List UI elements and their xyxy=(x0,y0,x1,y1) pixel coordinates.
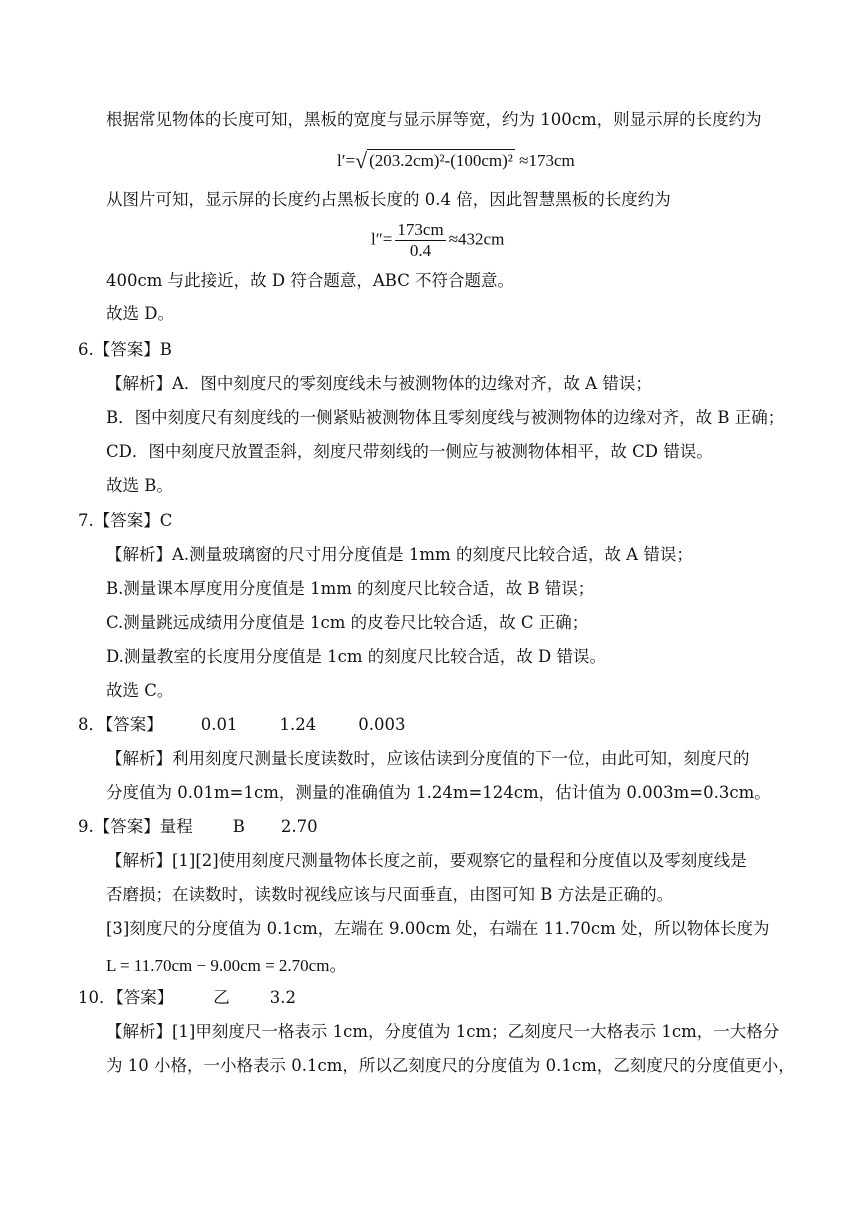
text-line: 根据常见物体的长度可知，黑板的宽度与显示屏等宽，约为 100cm，则显示屏的长度约为 xyxy=(106,110,762,129)
analysis-line: 【解析】A.测量玻璃窗的尺寸用分度值是 1mm 的刻度尺比较合适，故 A 错误； xyxy=(106,545,693,564)
answer-heading-10 xyxy=(78,987,296,1009)
formula-rhs: ≈432cm xyxy=(448,229,505,249)
answer-value: 0.01 xyxy=(200,715,238,734)
analysis-line: D.测量教室的长度用分度值是 1cm 的刻度尺比较合适，故 D 错误。 xyxy=(106,647,606,666)
question-number: 10． xyxy=(78,988,116,1007)
text-line: 400cm 与此接近，故 D 符合题意，ABC 不符合题意。 xyxy=(106,271,515,290)
fraction xyxy=(395,220,445,261)
answer-heading-7: 7.【答案】C xyxy=(78,511,173,530)
analysis-line: [3]刻度尺的分度值为 0.1cm，左端在 9.00cm 处，右端在 11.70cm 处，所以物体长度为 xyxy=(106,919,770,938)
analysis-line: 【解析】利用刻度尺测量长度读数时，应该估读到分度值的下一位，由此可知，刻度尺的 xyxy=(106,749,750,768)
answer-tag: 【答案】 xyxy=(105,715,163,734)
analysis-line: B.测量课本厚度用分度值是 1mm 的刻度尺比较合适，故 B 错误； xyxy=(106,579,595,598)
analysis-line: 否磨损；在读数时，读数时视线应该与尺面垂直，由图可知 B 方法是正确的。 xyxy=(106,885,674,904)
formula-radicand: (203.2cm)²-(100cm)² xyxy=(369,151,513,170)
answer-heading-6: 6.【答案】B xyxy=(78,340,172,359)
answer-heading-text: 9.【答案】量程 xyxy=(78,817,193,836)
formula-board-length xyxy=(371,220,504,261)
question-number: 8． xyxy=(78,715,105,734)
analysis-line: 【解析】[1][2]使用刻度尺测量物体长度之前，要观察它的量程和分度值以及零刻度线是 xyxy=(106,851,747,870)
analysis-line: 分度值为 0.01m=1cm，测量的准确值为 1.24m=124cm，估计值为 0.003m=0.3cm。 xyxy=(106,783,771,802)
conclusion-line: 故选 C。 xyxy=(106,681,174,700)
answer-value: 2.70 xyxy=(280,817,318,836)
analysis-line: CD．图中刻度尺放置歪斜，刻度尺带刻线的一侧应与被测物体相平，故 CD 错误。 xyxy=(106,442,713,461)
answer-tag: 【答案】 xyxy=(115,988,174,1007)
formula-lhs: l′= xyxy=(337,151,356,170)
formula-lhs: l″= xyxy=(371,229,393,249)
analysis-line: C.测量跳远成绩用分度值是 1cm 的皮卷尺比较合适，故 C 正确； xyxy=(106,613,589,632)
formula-object-length xyxy=(106,951,346,976)
answer-heading-9 xyxy=(78,816,318,838)
formula-rhs: ≈173cm xyxy=(519,151,575,170)
text-line: 从图片可知，显示屏的长度约占黑板长度的 0.4 倍，因此智慧黑板的长度约为 xyxy=(106,190,671,209)
analysis-line: B．图中刻度尺有刻度线的一侧紧贴被测物体且零刻度线与被测物体的边缘对齐，故 B 正确； xyxy=(106,408,785,427)
formula-end: 。 xyxy=(329,956,347,975)
answer-value: 乙 xyxy=(213,988,230,1007)
sqrt-symbol: √ xyxy=(355,148,368,173)
formula-display-length xyxy=(337,148,575,174)
answer-value: B xyxy=(232,817,245,836)
answer-value: 3.2 xyxy=(269,988,296,1007)
text-line: 故选 D。 xyxy=(106,304,174,323)
formula-text: L = 11.70cm − 9.00cm = 2.70cm xyxy=(106,956,330,975)
analysis-line: 【解析】A．图中刻度尺的零刻度线未与被测物体的边缘对齐，故 A 错误； xyxy=(106,374,652,393)
analysis-line: 【解析】[1]甲刻度尺一格表示 1cm，分度值为 1cm；乙刻度尺一大格表示 1cm，一大格分 xyxy=(106,1022,780,1041)
answer-value: 1.24 xyxy=(279,715,317,734)
analysis-line: 为 10 小格，一小格表示 0.1cm，所以乙刻度尺的分度值为 0.1cm，乙刻度尺的分度值更小， xyxy=(106,1056,795,1075)
fraction-denominator: 0.4 xyxy=(409,241,432,260)
conclusion-line: 故选 B。 xyxy=(106,476,173,495)
fraction-numerator: 173cm xyxy=(397,220,444,239)
answer-value: 0.003 xyxy=(358,715,406,734)
answer-heading-8 xyxy=(78,714,406,736)
